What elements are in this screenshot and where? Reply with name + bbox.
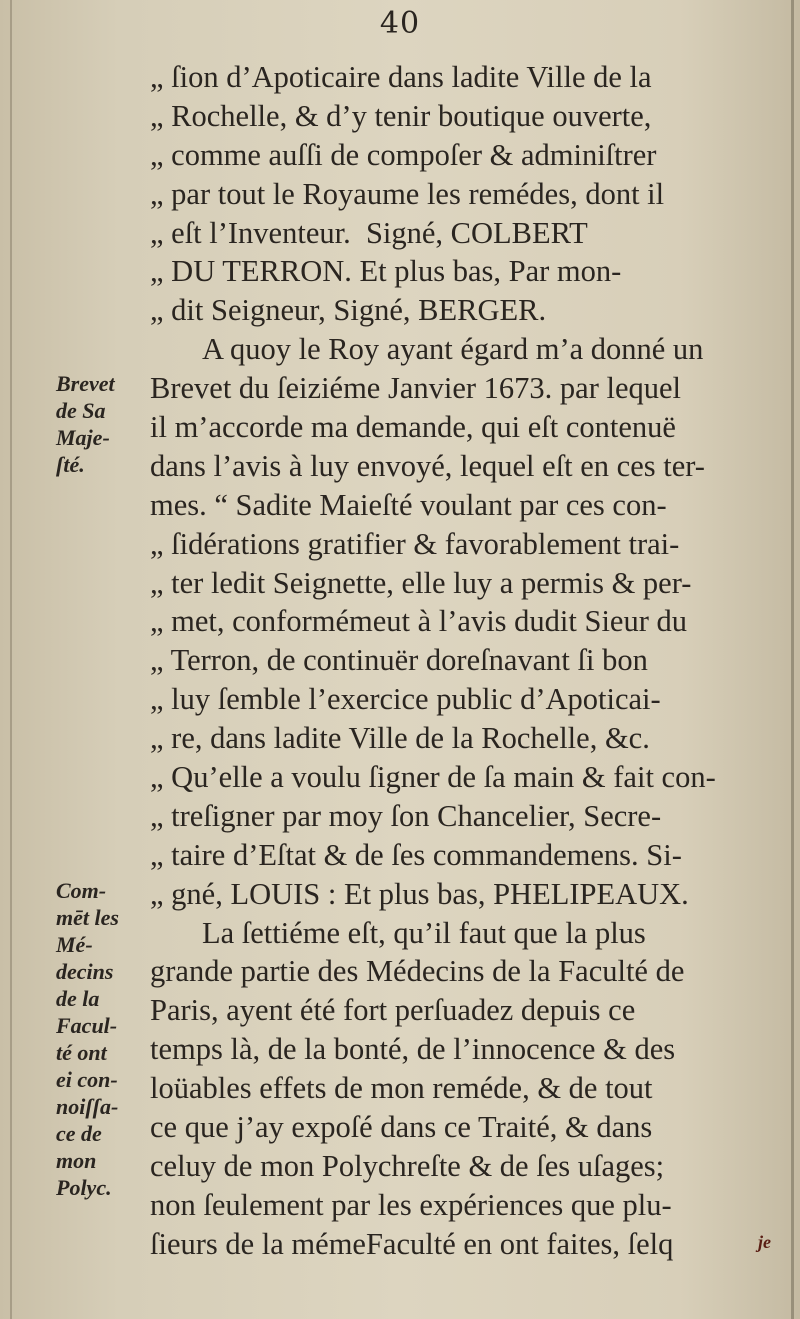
text-line: „ re, dans ladite Ville de la Rochelle, &c.	[150, 721, 650, 756]
margin-note-line: de la	[56, 986, 100, 1011]
text-line: loüables effets de mon reméde, & de tout	[150, 1071, 653, 1106]
text-line: grande partie des Médecins de la Faculté de	[150, 954, 685, 989]
text-line: „ DU TERRON. Et plus bas, Par mon-	[150, 254, 622, 289]
text-line: dans l’avis à luy envoyé, lequel eſt en ces ter-	[150, 448, 705, 483]
text-line: „ treſigner par moy ſon Chancelier, Secre-	[150, 798, 662, 833]
text-line: Brevet du ſeiziéme Janvier 1673. par lequel	[150, 371, 682, 406]
margin-note-line: té ont	[56, 1040, 107, 1065]
text-line: temps là, de la bonté, de l’innocence & des	[150, 1032, 676, 1067]
margin-note-line: Com-	[56, 878, 107, 903]
margin-note-line: ſté.	[56, 452, 85, 477]
text-line: „ comme auſſi de compoſer & adminiſtrer	[150, 137, 657, 172]
text-line: La ſettiéme eſt, qu’il faut que la plus	[202, 915, 646, 950]
text-line: ce que j’ay expoſé dans ce Traité, & dans	[150, 1110, 653, 1145]
margin-note-line: Polyc.	[56, 1175, 112, 1200]
text-line: non ſeulement par les expériences que plu-	[150, 1187, 672, 1222]
text-line: „ Rochelle, & d’y tenir boutique ouverte,	[150, 98, 652, 133]
handwritten-correction: je	[758, 1232, 771, 1252]
text-line: „ taire d’Eſtat & de ſes commandemens. Si-	[150, 837, 682, 872]
margin-note-line: mon	[56, 1148, 97, 1173]
text-line: „ ſidérations gratifier & favorablement trai-	[150, 526, 680, 561]
text-line: „ par tout le Royaume les remédes, dont il	[150, 176, 665, 211]
text-line: „ ſion d’Apoticaire dans ladite Ville de la	[150, 60, 652, 94]
margin-note-line: de Sa	[56, 398, 106, 423]
text-line: „ met, conformémeut à l’avis dudit Sieur du	[150, 604, 687, 639]
margin-note-line: mēt les	[56, 905, 119, 930]
text-line: ſieurs de la mémeFaculté en ont faites, ſelq	[150, 1226, 674, 1261]
text-line: celuy de mon Polychreſte & de ſes uſages;	[150, 1148, 665, 1183]
page-edge-left	[10, 0, 12, 1319]
text-line: „ Terron, de continuër doreſnavant ſi bon	[150, 643, 648, 678]
margin-note-line: Maje-	[56, 425, 110, 450]
margin-note-line: ei con-	[56, 1067, 118, 1092]
text-line: „ Qu’elle a voulu ſigner de ſa main & fait con-	[150, 760, 716, 795]
text-line: „ ter ledit Seignette, elle luy a permis & per-	[150, 565, 692, 600]
text-line: „ eſt l’Inventeur. Signé, COLBERT	[150, 215, 588, 250]
text-line: „ gné, LOUIS : Et plus bas, PHELIPEAUX.	[150, 876, 689, 911]
text-line: mes. “ Sadite Maieſté voulant par ces con-	[150, 487, 667, 522]
body-text	[150, 58, 795, 1264]
margin-note-line: Facul-	[56, 1013, 118, 1038]
text-line: Paris, ayent été fort perſuadez depuis ce	[150, 993, 636, 1028]
text-line: „ luy ſemble l’exercice public d’Apoticai-	[150, 682, 661, 717]
margin-note-medecins	[56, 877, 150, 1201]
text-line: il m’accorde ma demande, qui eſt contenuë	[150, 410, 676, 445]
margin-note-line: ce de	[56, 1121, 102, 1146]
margin-note-line: noiſſa-	[56, 1094, 119, 1119]
text-line: A quoy le Roy ayant égard m’a donné un	[202, 332, 704, 367]
page-number: 40	[379, 6, 421, 41]
margin-note-line: decins	[56, 959, 114, 984]
margin-note-line: Brevet	[56, 371, 115, 396]
text-line: „ dit Seigneur, Signé, BERGER.	[150, 293, 547, 328]
margin-note-line: Mé-	[56, 932, 93, 957]
margin-note-brevet	[56, 370, 150, 478]
